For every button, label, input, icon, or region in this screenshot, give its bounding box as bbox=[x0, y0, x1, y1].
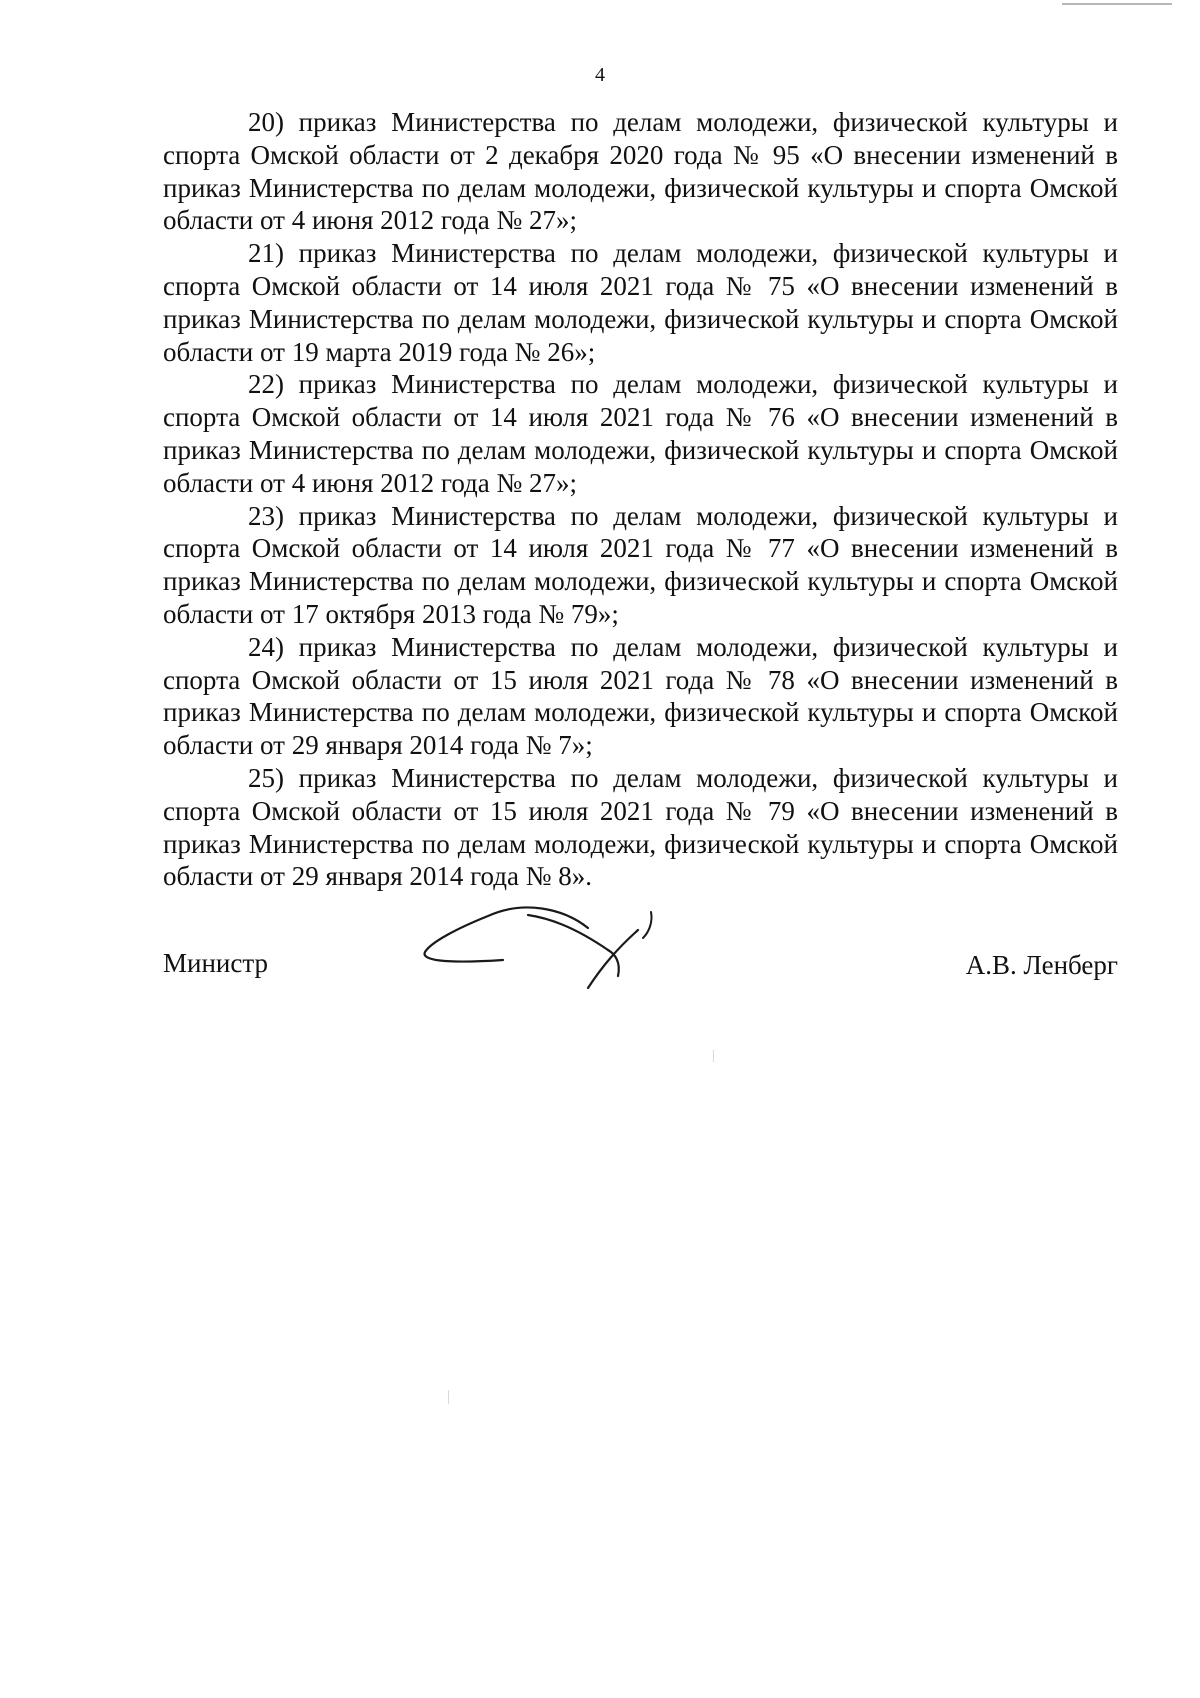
signature-block bbox=[163, 940, 1118, 1000]
signer-name: А.В. Ленберг bbox=[965, 950, 1118, 980]
scan-speck bbox=[448, 1390, 449, 1404]
page-number: 4 bbox=[595, 64, 605, 86]
list-item-24: 24) приказ Министерства по делам молодежи, физической культуры и спорта Омской области от 15 июля 2021 года № 78 «О внесении изменений в приказ Министерства по делам молодежи, физической культуры и спорта Омской области от 29 января 2014 года № 7»; bbox=[163, 631, 1118, 761]
list-item-20: 20) приказ Министерства по делам молодежи, физической культуры и спорта Омской области от 2 декабря 2020 года № 95 «О внесении изменений в приказ Министерства по делам молодежи, физической культуры и спорта Омской области от 4 июня 2012 года № 27»; bbox=[163, 107, 1118, 236]
list-item-25: 25) приказ Министерства по делам молодежи, физической культуры и спорта Омской области от 15 июля 2021 года № 79 «О внесении изменений в приказ Министерства по делам молодежи, физической культуры и спорта Омской области от 29 января 2014 года № 8». bbox=[163, 762, 1118, 892]
scan-edge-line bbox=[1062, 3, 1172, 5]
document-body bbox=[163, 106, 1118, 893]
list-item-21: 21) приказ Министерства по делам молодежи, физической культуры и спорта Омской области от 14 июля 2021 года № 75 «О внесении изменений в приказ Министерства по делам молодежи, физической культуры и спорта Омской области от 19 марта 2019 года № 26»; bbox=[163, 238, 1118, 367]
list-item-22: 22) приказ Министерства по делам молодежи, физической культуры и спорта Омской области от 14 июля 2021 года № 76 «О внесении изменений в приказ Министерства по делам молодежи, физической культуры и спорта Омской области от 4 июня 2012 года № 27»; bbox=[163, 369, 1118, 498]
signer-title: Министр bbox=[163, 948, 268, 978]
scan-speck bbox=[713, 1050, 714, 1062]
handwritten-signature-icon bbox=[413, 890, 683, 1000]
list-item-23: 23) приказ Министерства по делам молодежи, физической культуры и спорта Омской области от 14 июля 2021 года № 77 «О внесении изменений в приказ Министерства по делам молодежи, физической культуры и спорта Омской области от 17 октября 2013 года № 79»; bbox=[163, 500, 1118, 629]
